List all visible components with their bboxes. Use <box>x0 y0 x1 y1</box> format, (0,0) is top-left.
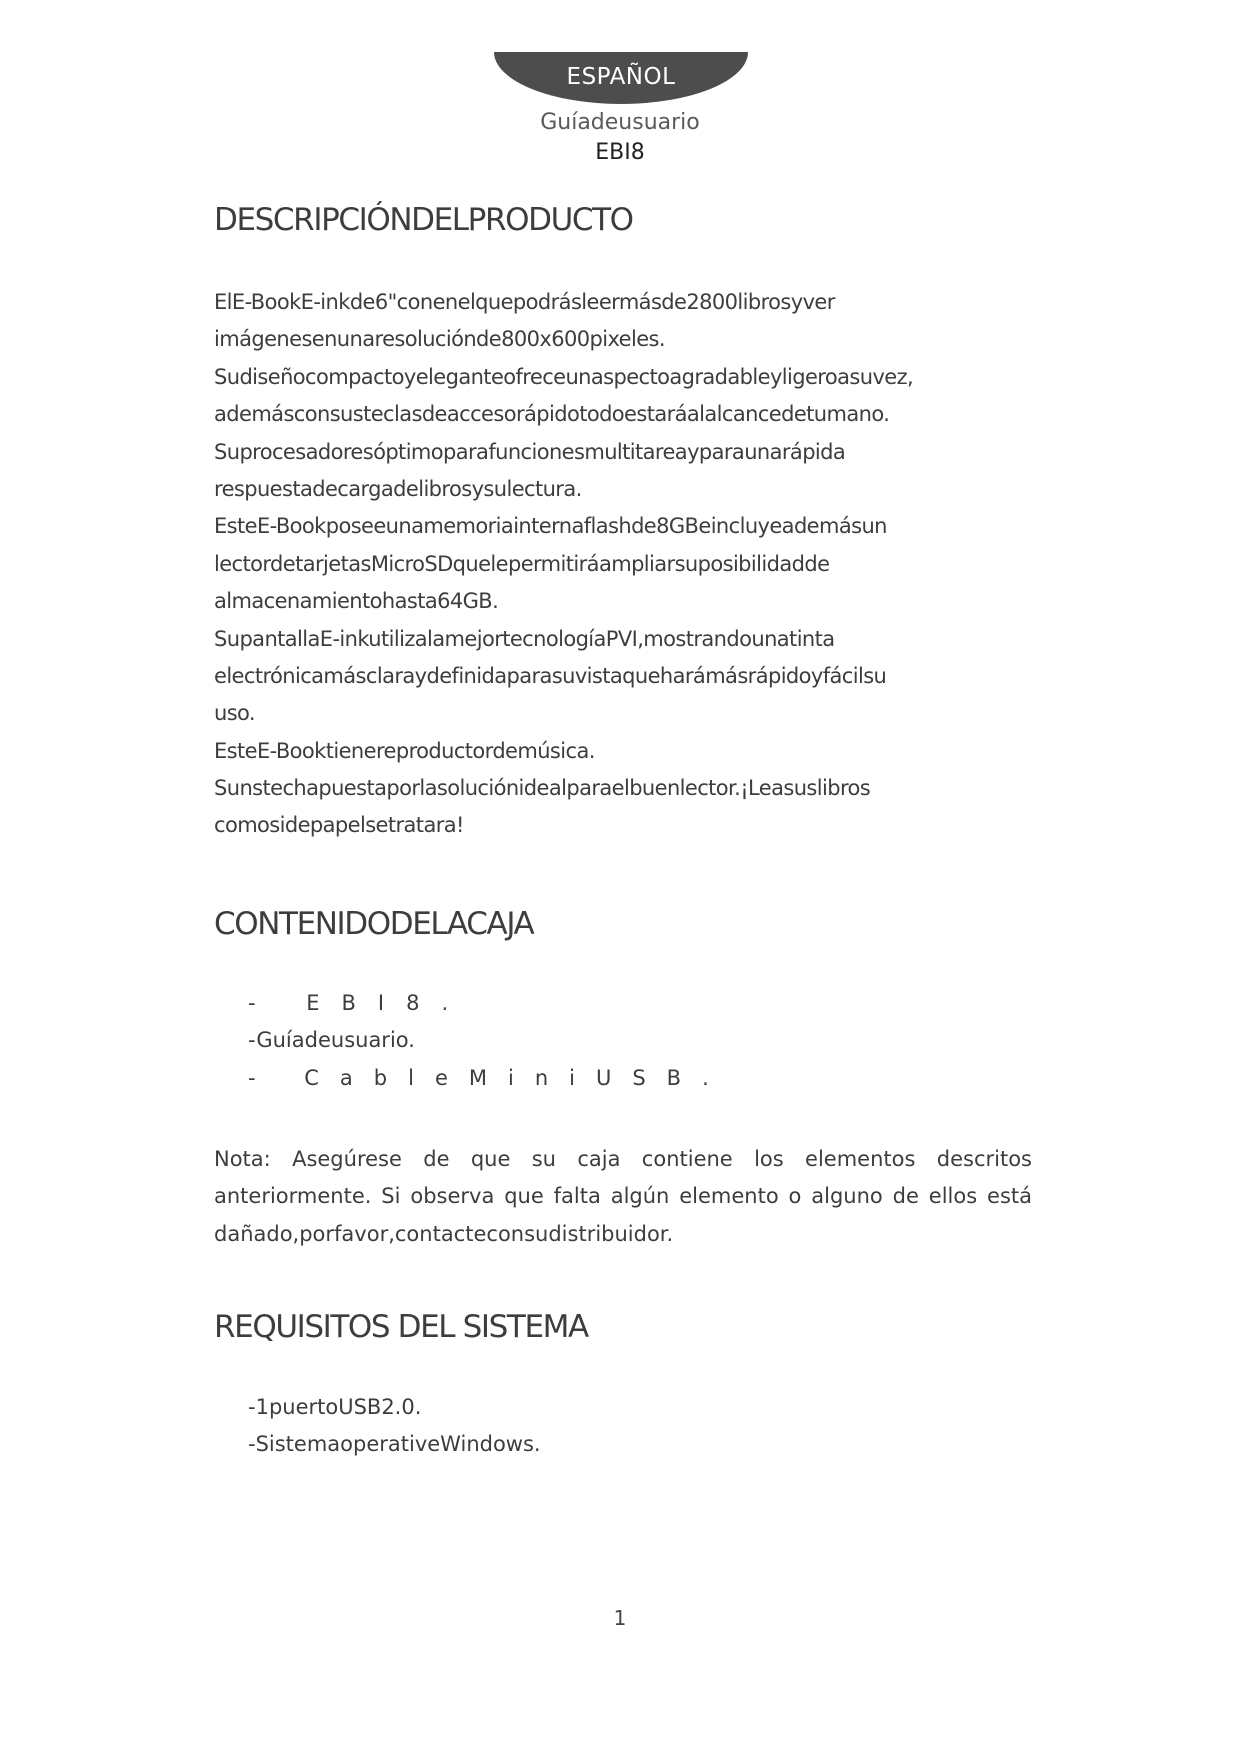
description-line: respuestadecargadelibrosysulectura. <box>214 476 582 501</box>
page-number: 1 <box>613 1606 627 1630</box>
description-paragraph <box>214 284 1034 845</box>
description-heading: DESCRIPCIÓNDELPRODUCTO <box>214 202 633 238</box>
description-line: lectordetarjetasMicroSDquelepermitiráampliarsuposibilidadde <box>214 551 830 576</box>
box-contents-heading: CONTENIDODELACAJA <box>214 906 534 942</box>
list-item: - CableMiniUSB. <box>248 1065 730 1090</box>
note-line: dañado,porfavor,contacteconsudistribuidor. <box>214 1221 674 1246</box>
description-line: Suprocesadoresóptimoparafuncionesmultitareayparaunarápida <box>214 439 846 464</box>
language-tab: ESPAÑOL <box>494 52 748 104</box>
list-item: -1puertoUSB2.0. <box>248 1395 422 1419</box>
requirements-list <box>248 1389 541 1464</box>
description-line: ademásconsusteclasdeaccesorápidotodoestaráalalcancedetumano. <box>214 402 890 427</box>
requirements-heading: REQUISITOS DEL SISTEMA <box>214 1309 588 1345</box>
description-line: EsteE-Booktienereproductordemúsica. <box>214 738 595 763</box>
description-line: imágenesenunaresoluciónde800x600pixeles. <box>214 327 665 352</box>
description-line: SupantallaE-inkutilizalamejortecnologíaPVI,mostrandounatinta <box>214 626 835 651</box>
model-name: EBI8 <box>595 140 645 165</box>
list-item: -SistemaoperativeWindows. <box>248 1432 541 1457</box>
description-line: Sudiseñocompactoyeleganteofreceunaspectoagradableyligeroasuvez, <box>214 364 914 389</box>
note-line: anteriormente. Si observa que falta algún elemento o alguno de ellos está <box>214 1184 1032 1209</box>
description-line: Sunstechapuestaporlasoluciónidealparaelbuenlector.¡Leasuslibros <box>214 776 871 801</box>
list-item: -Guíadeusuario. <box>248 1028 415 1053</box>
description-line: ElE-BookE-inkde6"conenelquepodrásleermásde2800librosyver <box>214 290 835 314</box>
description-line: electrónicamásclaraydefinidaparasuvistaqueharámásrápidoyfácilsu <box>214 663 887 688</box>
box-contents-note <box>214 1141 1032 1253</box>
description-line: EsteE-Bookposeeunamemoriainternaflashde8GBeincluyeademásun <box>214 514 887 539</box>
description-line: uso. <box>214 701 256 726</box>
guide-title: Guíadeusuario <box>540 110 700 135</box>
list-item: - EBI8. <box>248 991 471 1015</box>
description-line: almacenamientohasta64GB. <box>214 589 499 614</box>
note-line: Nota: Asegúrese de que su caja contiene los elementos descritos <box>214 1147 1032 1171</box>
box-contents-list <box>248 985 730 1097</box>
description-line: comosidepapelsetratara! <box>214 813 464 838</box>
